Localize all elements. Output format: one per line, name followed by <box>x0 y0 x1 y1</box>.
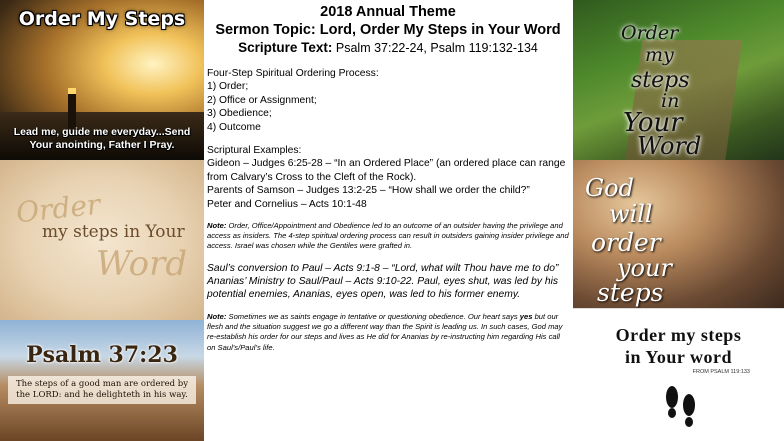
forest-word: Word <box>637 132 702 160</box>
script-word-word: Word <box>96 244 188 284</box>
note-label: Note: <box>207 221 227 231</box>
process-step: 1) Order; <box>207 81 249 93</box>
note-obedience <box>207 312 569 353</box>
process-step: 4) Outcome <box>207 121 261 133</box>
image-title: Order My Steps <box>18 8 186 30</box>
psalm-verse: The steps of a good man are ordered by the LORD: and he delighteth in his way. <box>8 376 196 404</box>
note-text-pre: Sometimes we as saints engage in tentative or questioning obedience. Our heart says <box>226 311 520 321</box>
psalm-reference: Psalm 37:23 <box>26 342 178 368</box>
god-will-word: order <box>591 228 661 257</box>
forest-word: my <box>645 44 674 66</box>
note-label: Note: <box>207 311 227 321</box>
scripture-text-line <box>207 39 569 57</box>
order-my-steps-lighthouse-image <box>0 0 204 160</box>
footprints-source: FROM PSALM 119:133 <box>692 369 750 375</box>
process-step: 2) Office or Assignment; <box>207 94 317 106</box>
example-item: Gideon – Judges 6:25-28 – “In an Ordered Place” (an ordered place can range from Calvary’s Cross to the Cleft of the Rock). <box>207 158 566 183</box>
ananias-ministry-line: Ananias’ Ministry to Saul/Paul – Acts 9:10-22. Paul, eyes shut, was led by his potential enemies, Ananias, eyes open, was led to his former enemy. <box>207 276 559 301</box>
note-text-post: but our flesh and the situation suggest we go a different way than the Spirit is leading us. In such cases, God may re-establish his order for our steps and lives as He did for Ananias by re-instructing him regarding His call on Saul’s/Paul’s life. <box>207 311 563 352</box>
example-item: Parents of Samson – Judges 13:2-25 – “How shall we order the child?” <box>207 185 530 197</box>
script-middle-line: my steps in Your <box>42 222 185 242</box>
forest-word: Your <box>623 108 683 138</box>
footprints-title-line2: in Your word <box>624 347 733 367</box>
saul-conversion-line: Saul’s conversion to Paul – Acts 9:1-8 – “Lord, what wilt Thou have me to do” <box>207 262 559 274</box>
footprints-image <box>573 308 784 441</box>
image-caption: Lead me, guide me everyday...Send Your anointing, Father I Pray. <box>13 126 191 151</box>
god-will-word: your <box>617 254 672 282</box>
sermon-content <box>207 3 569 439</box>
examples-heading: Scriptural Examples: <box>207 145 302 157</box>
god-will-word: God <box>585 174 634 202</box>
psalm-37-23-image <box>0 320 204 441</box>
annual-theme-heading: 2018 Annual Theme <box>320 4 456 20</box>
god-will-word: will <box>609 200 653 228</box>
forest-word: steps <box>631 68 690 93</box>
note-outsiders <box>207 221 569 252</box>
footprints-icon <box>661 381 701 429</box>
note-text: Order, Office/Appointment and Obedience led to an outcome of an outsider having the privilege and access as insiders. The 4-step spiritual ordering process can result in outsiders gaining insider privilege and access. Israel was chosen while the Gentiles were grafted in. <box>207 221 569 251</box>
example-item: Peter and Cornelius – Acts 10:1-48 <box>207 198 367 210</box>
forest-word: Order <box>621 22 679 44</box>
order-my-steps-script-image <box>0 160 204 320</box>
god-will-order-image <box>573 160 784 308</box>
forest-word: in <box>661 90 680 112</box>
note-text-yes: yes <box>519 311 533 321</box>
god-will-word: steps <box>597 278 664 307</box>
process-heading: Four-Step Spiritual Ordering Process: <box>207 68 379 79</box>
scripture-label: Scripture Text: <box>238 40 333 55</box>
forest-path-image <box>573 0 784 160</box>
process-step: 3) Obedience; <box>207 108 272 120</box>
sermon-topic-heading: Sermon Topic: Lord, Order My Steps in Your Word <box>215 22 561 38</box>
footprints-title-line1: Order my steps <box>615 325 742 345</box>
script-word-order: Order <box>14 187 102 230</box>
scripture-references: Psalm 37:22-24, Psalm 119:132-134 <box>332 41 538 55</box>
